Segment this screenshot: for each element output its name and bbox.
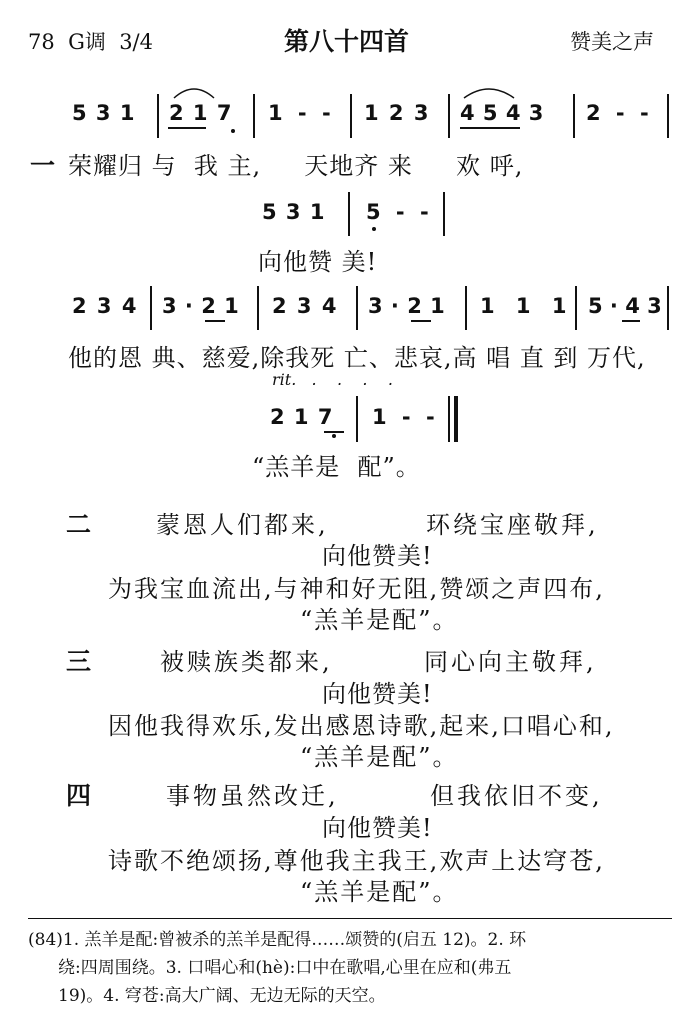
measure: 1 - - [268, 101, 331, 125]
verse-line: 为我宝血流出,与神和好无阻,赞颂之声四布, [108, 575, 605, 603]
measure: 2 3 4 [72, 294, 137, 318]
verse-line: 同心向主敬拜, [424, 648, 597, 676]
verse-1-line-3: 他的恩 典、慈爱,除我死 亡、悲哀,高 唱 直 到 万代, [68, 344, 646, 372]
measure: 1 - - [372, 405, 435, 429]
footnote-line-2: 绕:四周围绕。3. 口唱心和(hè):口中在歌唱,心里在应和(弗五 [58, 958, 512, 978]
verse-line: “羔羊是配”。 [300, 878, 459, 906]
verse-number-2: 二 [66, 510, 92, 539]
verse-line: 因他我得欢乐,发出感恩诗歌,起来,口唱心和, [108, 712, 615, 740]
hymn-title: 第八十四首 [284, 27, 410, 56]
measure: 2 1 7 [270, 405, 333, 429]
verse-number-1: 一 [30, 151, 56, 180]
measure: 5 - - [366, 200, 429, 224]
verse-line: “羔羊是配”。 [300, 606, 459, 634]
verse-number-3: 三 [66, 647, 92, 676]
verse-1-line-2: 向他赞 美! [258, 248, 378, 276]
verse-line: 向他赞美! [322, 814, 433, 842]
measure: 2 3 4 [272, 294, 337, 318]
measure: 1 2 3 [364, 101, 429, 125]
measure: 5 · 4 3 [588, 294, 662, 318]
book-name: 赞美之声 [570, 30, 654, 54]
measure: 3 · 2 1 [162, 294, 239, 318]
verse-line: 向他赞美! [322, 680, 433, 708]
ritardando-mark: rit. . . . . [272, 370, 393, 389]
slur-mark [172, 86, 216, 100]
verse-line: “羔羊是配”。 [300, 743, 459, 771]
verse-1-line-4: “羔羊是 配”。 [252, 453, 421, 481]
verse-line: 但我依旧不变, [430, 782, 603, 810]
measure: 5 3 1 [262, 200, 325, 224]
verse-1-line-1: 荣耀归 与 我 主, 天地齐 来 欢 呼, [68, 152, 524, 180]
measure: 2 1 7 [169, 101, 232, 125]
measure: 1 1 1 [480, 294, 567, 318]
footnote-line-3: 19)。4. 穹苍:高大广阔、无边无际的天空。 [58, 986, 386, 1006]
footnote-line-1: (84)1. 羔羊是配:曾被杀的羔羊是配得……颂赞的(启五 12)。2. 环 [28, 930, 527, 950]
verse-line: 被赎族类都来, [160, 648, 333, 676]
measure: 3 · 2 1 [368, 294, 445, 318]
verse-line: 事物虽然改迁, [166, 782, 339, 810]
verse-line: 向他赞美! [322, 542, 433, 570]
verse-line: 环绕宝座敬拜, [426, 511, 599, 539]
slur-mark [462, 86, 516, 100]
final-barline [454, 396, 458, 442]
verse-number-4: 四 [66, 781, 92, 810]
footnote-divider [28, 918, 672, 919]
measure: 5 3 1 [72, 101, 135, 125]
page-info: 78 G调 3/4 [28, 30, 153, 54]
verse-line: 蒙恩人们都来, [156, 511, 329, 539]
measure: 2 - - [586, 101, 649, 125]
measure: 4 5 4 3 [460, 101, 544, 125]
verse-line: 诗歌不绝颂扬,尊他我主我王,欢声上达穹苍, [108, 847, 605, 875]
